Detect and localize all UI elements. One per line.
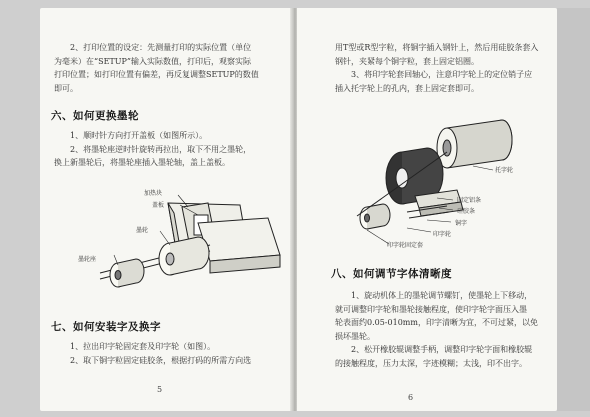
right-intro-paragraph <box>335 41 555 95</box>
right-page <box>297 8 557 411</box>
book-edge-shadow <box>557 8 590 411</box>
section6-line: 2、将墨轮座逆时针旋转再拉出，取下不用之墨轮， <box>70 144 252 154</box>
section6-line: 换上新墨轮后，将墨轮座插入墨轮轴，盖上盖板。 <box>54 158 230 167</box>
left-intro-line: 打印位置；如打印位置有偏差，再反复调整SETUP的数值 <box>54 70 259 79</box>
label-type-holder-wheel: 托字轮 <box>495 167 514 174</box>
section8-line: 2、松开橡胶辊调整手柄，调整印字轮字面和橡胶辊 <box>351 345 533 354</box>
section8-line: 轮表面约0.05-010mm，印字清晰为宜，不可过紧，以免 <box>335 318 538 327</box>
label-silicone-strip: 硅胶条 <box>457 208 476 215</box>
left-intro-paragraph <box>54 41 290 95</box>
label-cover: 盖板 <box>152 202 165 209</box>
label-heater: 加热块 <box>144 190 163 197</box>
label-copper-type: 铜字 <box>455 220 468 227</box>
section8-line: 就可调整印字轮和墨轮接触程度，使印字轮字面压入墨 <box>335 304 527 314</box>
label-fixing-aluminum-strip: 固定铝条 <box>457 197 482 204</box>
right-intro-line: 用T型或R型字粒，将铜字插入钢针上，然后用硅胶条套入 <box>335 43 539 52</box>
section8-heading: 八、如何调节字体清晰度 <box>331 268 452 280</box>
left-page <box>40 8 293 411</box>
section8-line: 的接触程度，压力太深，字迹模糊；太浅，印不出字。 <box>335 358 527 368</box>
left-intro-line: 即可。 <box>54 83 78 93</box>
right-intro-line: 钢针，夹紧每个铜字粒，套上固定铝圈。 <box>335 56 479 66</box>
section6-paragraph <box>54 129 290 170</box>
section7-heading: 七、如何安装字及换字 <box>51 321 161 333</box>
label-print-wheel-sleeve: 印字轮固定套 <box>387 242 424 249</box>
print-wheel-figure <box>297 108 557 258</box>
section6-heading: 六、如何更换墨轮 <box>51 110 139 122</box>
label-print-wheel: 印字轮 <box>433 231 452 238</box>
section8-line: 1、旋动机体上的墨轮调节螺钉，使墨轮上下移动， <box>351 291 533 300</box>
left-intro-line: 为毫米）在“SETUP”输入实际数值，打印后，观察实际 <box>54 56 251 66</box>
right-intro-line: 插入托字轮上的孔内，套上固定套即可。 <box>335 83 479 93</box>
section8-line: 损坏墨轮。 <box>335 331 375 341</box>
section6-line: 1、顺时针方向打开盖板（如图所示）。 <box>70 131 208 140</box>
section7-line: 1、拉出印字轮固定套及印字轮（如图）。 <box>70 342 216 351</box>
right-intro-line: 3、将印字轮套回轴心，注意印字轮上的定位销子应 <box>351 70 533 79</box>
section7-paragraph <box>54 340 290 367</box>
ink-wheel-figure <box>40 173 293 323</box>
left-page-number: 5 <box>157 385 163 394</box>
label-ink-wheel-seat: 墨轮座 <box>78 256 97 263</box>
left-intro-line: 2、打印位置的设定：先测量打印的实际位置（单位 <box>70 43 252 52</box>
label-ink-wheel: 墨轮 <box>136 227 149 234</box>
right-page-number: 6 <box>408 393 414 402</box>
section7-line: 2、取下铜字粒固定硅胶条，根据打码的所需方向选 <box>70 355 252 365</box>
section8-paragraph <box>335 289 555 370</box>
